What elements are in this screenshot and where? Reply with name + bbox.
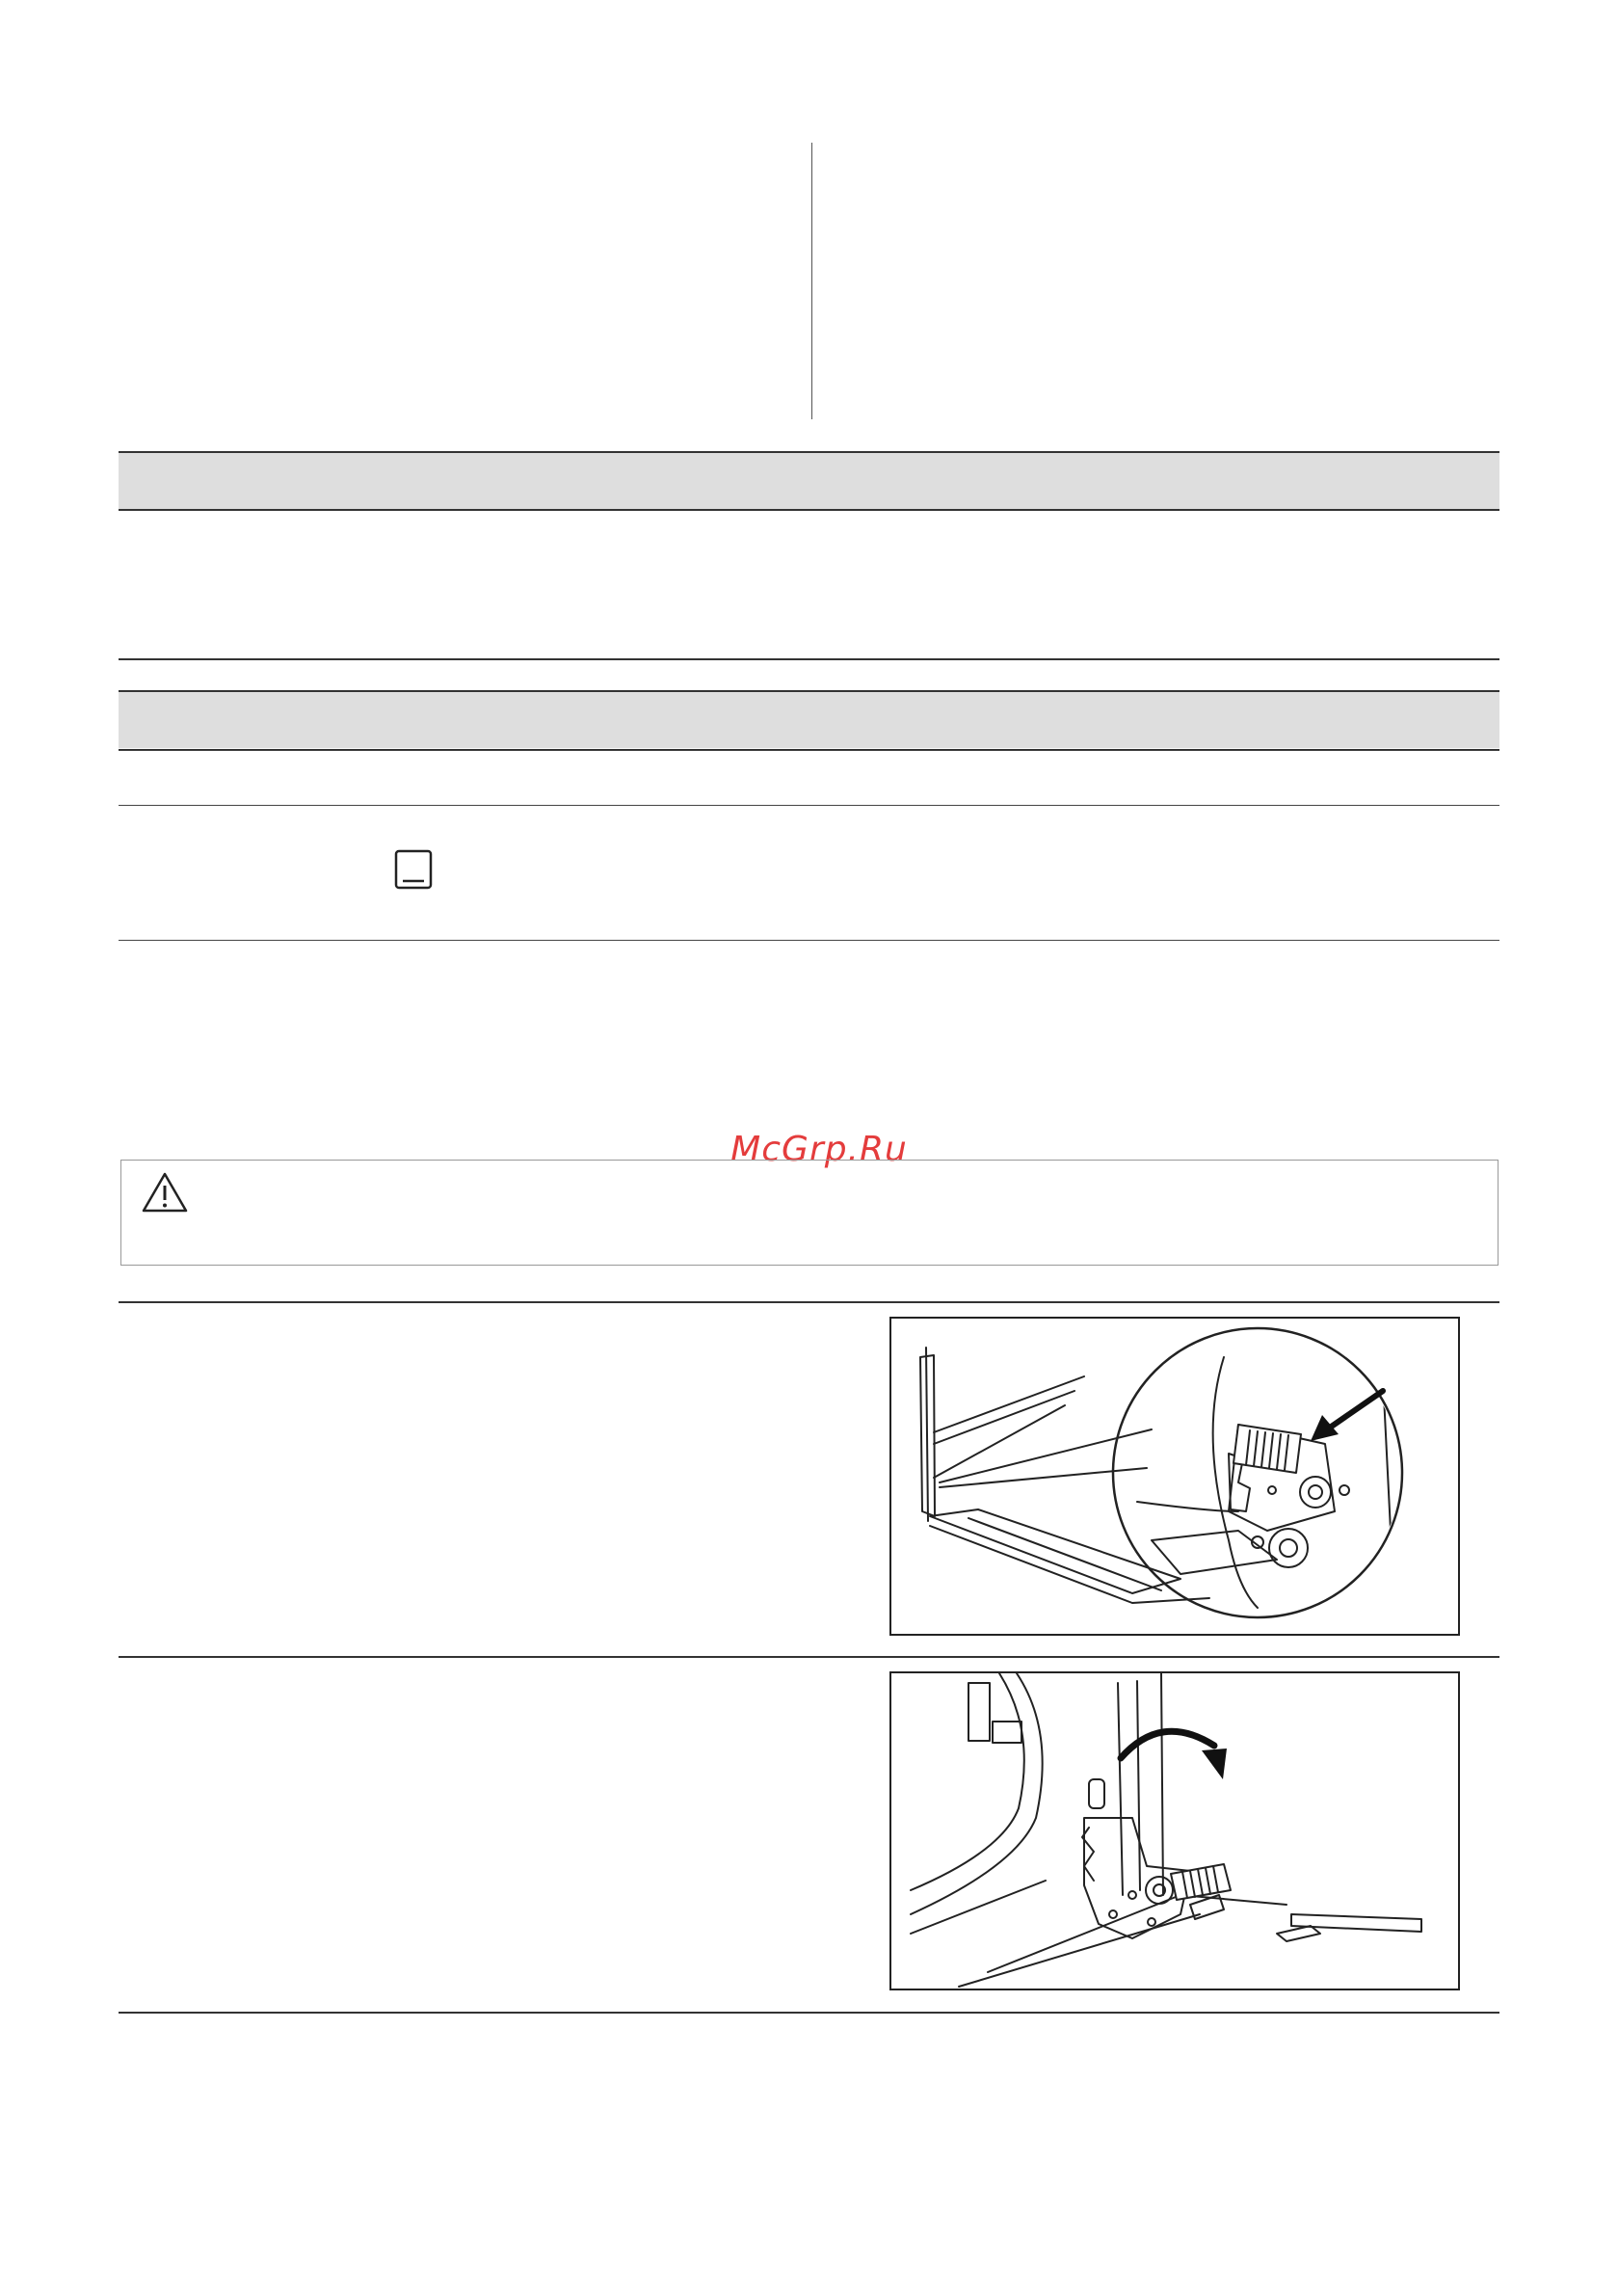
oven-conventional-icon — [394, 849, 433, 890]
table-header-band — [119, 692, 1499, 748]
section-header-band — [119, 453, 1499, 509]
step-rule — [119, 1656, 1499, 1658]
table-row-rule — [119, 805, 1499, 806]
warning-triangle-icon — [141, 1171, 189, 1214]
step-rule — [119, 1301, 1499, 1303]
hinge-lever-figure — [889, 1317, 1460, 1636]
warning-box — [120, 1160, 1499, 1266]
rotate-arrow — [1121, 1731, 1227, 1779]
step-rule — [119, 2012, 1499, 2014]
watermark-text: McGrp.Ru — [730, 1130, 908, 1169]
table-header-rule-bottom — [119, 749, 1499, 751]
section-rule-bottom — [119, 509, 1499, 511]
table-rule — [119, 658, 1499, 660]
press-arrow — [1311, 1391, 1383, 1441]
column-divider — [811, 143, 812, 419]
hinge-rotate-figure — [889, 1671, 1460, 1990]
table-row-rule — [119, 940, 1499, 941]
